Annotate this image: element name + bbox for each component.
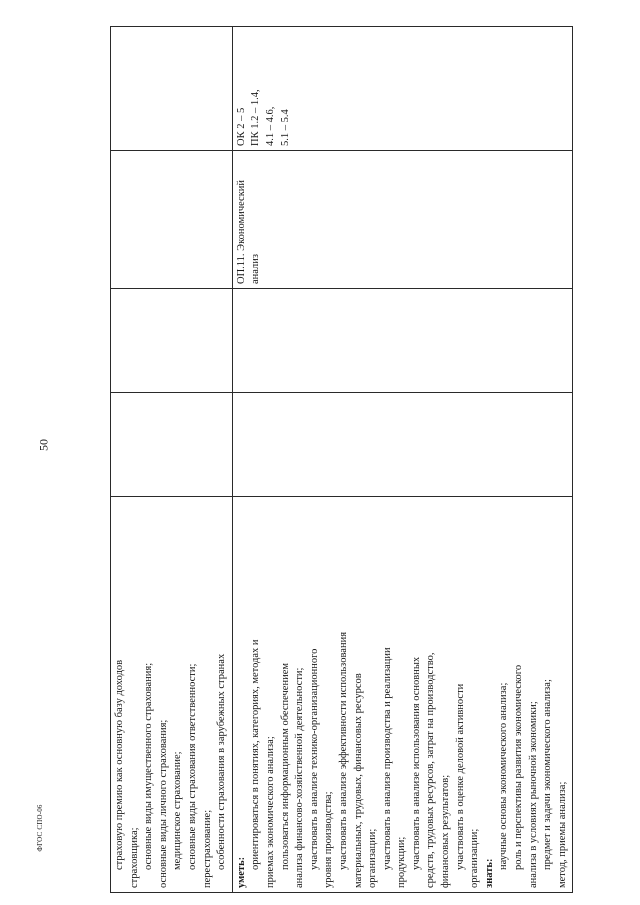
top-empty-cell-4 — [111, 27, 233, 151]
text-line: основные виды личного страхования; — [157, 719, 169, 888]
footer-mark: ФГОС СПО-06 — [36, 804, 44, 852]
text-line: страховую премию как основную базу доходов — [114, 659, 125, 870]
text-line: предмет и задачи экономического анализа; — [542, 679, 554, 870]
top-empty-cell-3 — [111, 151, 233, 289]
main-lines — [235, 501, 571, 888]
section-heading: знать: — [483, 858, 495, 888]
text-line: участвовать в анализе производства и реализации — [381, 647, 393, 870]
top-empty-cell-1 — [111, 393, 233, 497]
text-line: медицинское страхование; — [172, 751, 184, 870]
text-line: приемах экономического анализа; — [264, 736, 276, 888]
text-line: метод, приемы анализа; — [556, 781, 568, 888]
top-empty-cell-2 — [111, 289, 233, 393]
text-line: материальных, трудовых, финансовых ресурсов — [352, 673, 364, 888]
section-heading: уметь: — [235, 856, 247, 888]
competency-line: ОК 2 – 5 — [235, 107, 247, 146]
rotated-table-wrapper — [110, 27, 568, 893]
competency-line: ПК 1.2 – 1.4, — [250, 89, 262, 146]
text-line: участвовать в анализе эффективности использования — [337, 631, 349, 870]
table-row-main — [232, 27, 573, 893]
top-content-cell — [111, 497, 233, 893]
page-number: 50 — [36, 439, 51, 451]
competency-line: 4.1 – 4.6, — [264, 106, 276, 146]
text-line: ориентироваться в понятиях, категориях, методах и — [250, 639, 262, 870]
text-line: анализа в условиях рыночной экономики; — [527, 701, 539, 888]
main-content-cell — [232, 497, 573, 893]
text-line: средств, трудовых ресурсов, затрат на производство, — [425, 652, 437, 888]
main-empty-cell-2 — [232, 289, 573, 393]
main-empty-cell-1 — [232, 393, 573, 497]
text-line: научные основы экономического анализа; — [498, 682, 510, 870]
text-line: страховщика; — [128, 827, 140, 888]
text-line: анализа финансово-хозяйственной деятельности; — [294, 667, 306, 888]
text-line: участвовать в анализе технико-организационного — [308, 648, 320, 870]
competency-table — [110, 26, 573, 893]
table-frame — [110, 27, 568, 893]
text-line: продукции; — [396, 836, 408, 888]
text-line: особенности страхования в зарубежных странах — [216, 653, 228, 870]
text-line: перестрахование; — [201, 809, 213, 888]
competency-line: 5.1 – 5.4 — [279, 109, 291, 146]
text-line: участвовать в анализе использования основных — [410, 656, 422, 870]
text-line: пользоваться информационным обеспечением — [279, 662, 291, 870]
text-line: роль и перспективы развития экономического — [513, 664, 525, 870]
text-line: основные виды страхования ответственности; — [186, 663, 198, 870]
text-line: уровня производства; — [323, 791, 335, 888]
table-row-top — [111, 27, 233, 893]
text-line: финансовых результатов; — [440, 774, 452, 888]
top-lines — [113, 501, 230, 888]
discipline-name: ОП.11. Экономический анализ — [235, 179, 262, 284]
competency-cell — [232, 27, 573, 151]
discipline-cell — [232, 151, 573, 289]
text-line: основные виды имущественного страхования; — [143, 662, 155, 870]
text-line: организации; — [469, 828, 481, 888]
text-line: участвовать в оценке деловой активности — [454, 683, 466, 870]
text-line: организации; — [367, 828, 379, 888]
